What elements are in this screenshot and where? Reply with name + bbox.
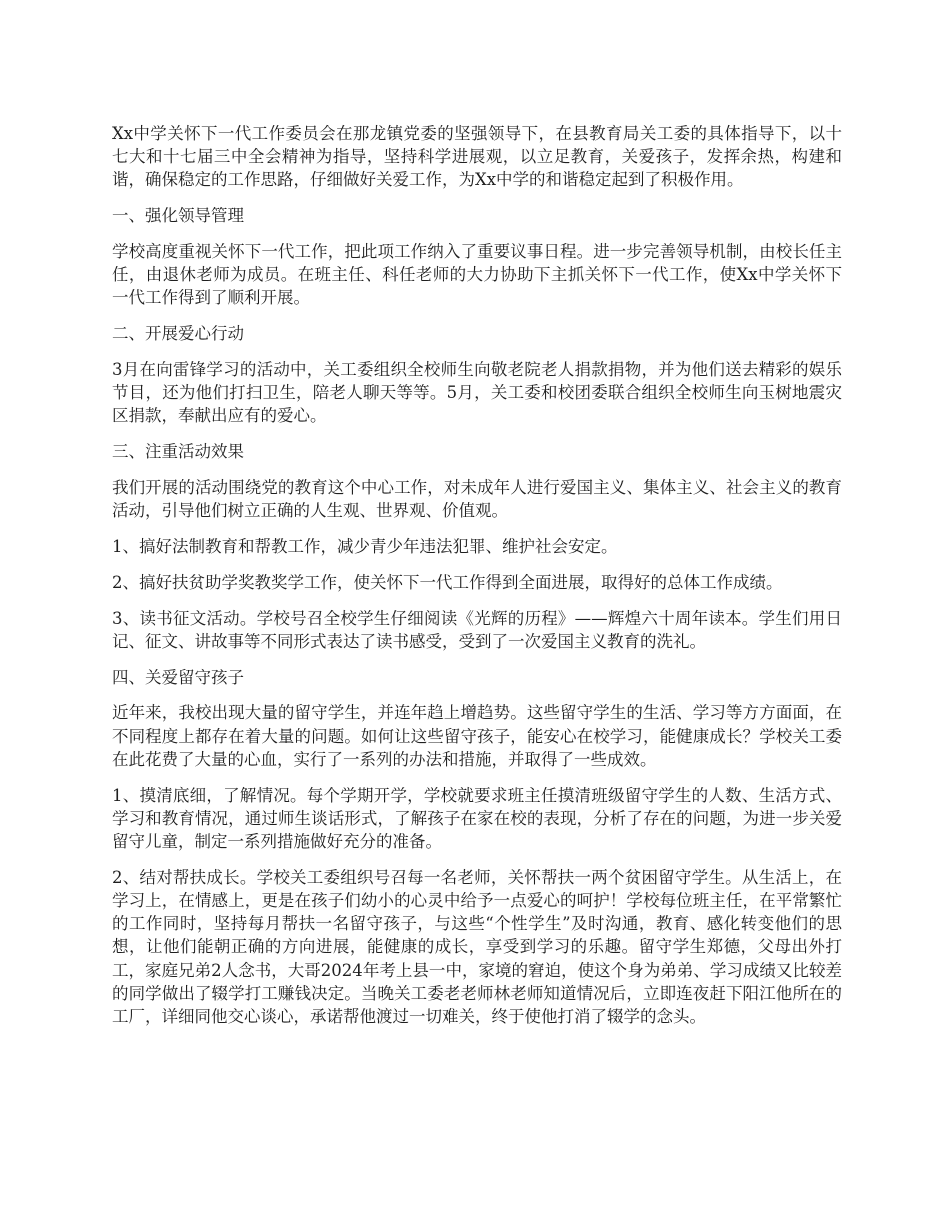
section-heading-2: 二、开展爱心行动	[112, 324, 244, 344]
intro-paragraph: Xx中学关怀下一代工作委员会在那龙镇党委的坚强领导下，在县教育局关工委的具体指导下，以十七大和十七届三中全会精神为指导，坚持科学进展观，以立足教育，关爱孩子，发挥余热，构建和谐，确保稳定的工作思路，仔细做好关爱工作，为Xx中学的和谐稳定起到了积极作用。	[112, 124, 842, 190]
section-3-item-2: 2、搞好扶贫助学奖教奖学工作，使关怀下一代工作得到全面进展，取得好的总体工作成绩。	[112, 572, 783, 592]
section-4-item-2: 2、结对帮扶成长。学校关工委组织号召每一名老师，关怀帮扶一两个贫困留守学生。从生活上，在学习上，在情感上，更是在孩子们幼小的心灵中给予一点爱心的呵护！学校每位班主任，在平常繁忙的工作同时，坚持每月帮扶一名留守孩子，与这些“个性学生”及时沟通，教育、感化转变他们的思想，让他们能朝正确的方向进展，能健康的成长，享受到学习的乐趣。留守学生郑德，父母出外打工，家庭兄弟2人念书，大哥2024年考上县一中，家境的窘迫，使这个身为弟弟、学习成绩又比较差的同学做出了辍学打工赚钱决定。当晚关工委老老师林老师知道情况后，立即连夜赶下阳江他所在的工厂，详细同他交心谈心，承诺帮他渡过一切难关，终于使他打消了辍学的念头。	[112, 867, 842, 1027]
section-heading-3: 三、注重活动效果	[112, 442, 244, 462]
section-3-paragraph: 我们开展的活动围绕党的教育这个中心工作，对未成年人进行爱国主义、集体主义、社会主义的教育活动，引导他们树立正确的人生观、世界观、价值观。	[112, 478, 842, 521]
section-4-paragraph: 近年来，我校出现大量的留守学生，并连年趋上增趋势。这些留守学生的生活、学习等方方面面，在不同程度上都存在着大量的问题。如何让这些留守孩子，能安心在校学习，能健康成长？学校关工委在此花费了大量的心血，实行了一系列的办法和措施，并取得了一些成效。	[112, 703, 842, 769]
document-page	[112, 122, 842, 1041]
section-1-paragraph: 学校高度重视关怀下一代工作，把此项工作纳入了重要议事日程。进一步完善领导机制，由校长任主任，由退休老师为成员。在班主任、科任老师的大力协助下主抓关怀下一代工作，使Xx中学关怀下一代工作得到了顺利开展。	[112, 242, 842, 308]
section-3-item-3: 3、读书征文活动。学校号召全校学生仔细阅读《光辉的历程》——辉煌六十周年读本。学生们用日记、征文、讲故事等不同形式表达了读书感受，受到了一次爱国主义教育的洗礼。	[112, 608, 842, 651]
section-3-item-1: 1、搞好法制教育和帮教工作，减少青少年违法犯罪、维护社会安定。	[112, 537, 618, 556]
section-2-paragraph: 3月在向雷锋学习的活动中，关工委组织全校师生向敬老院老人捐款捐物，并为他们送去精彩的娱乐节目，还为他们打扫卫生，陪老人聊天等等。5月，关工委和校团委联合组织全校师生向玉树地震灾区捐款，奉献出应有的爱心。	[112, 360, 842, 426]
section-heading-4: 四、关爱留守孩子	[112, 667, 244, 687]
section-heading-1: 一、强化领导管理	[112, 206, 244, 226]
section-4-item-1: 1、摸清底细，了解情况。每个学期开学，学校就要求班主任摸清班级留守学生的人数、生活方式、学习和教育情况，通过师生谈话形式，了解孩子在家在校的表现，分析了存在的问题，为进一步关爱留守儿童，制定一系列措施做好充分的准备。	[112, 785, 842, 851]
